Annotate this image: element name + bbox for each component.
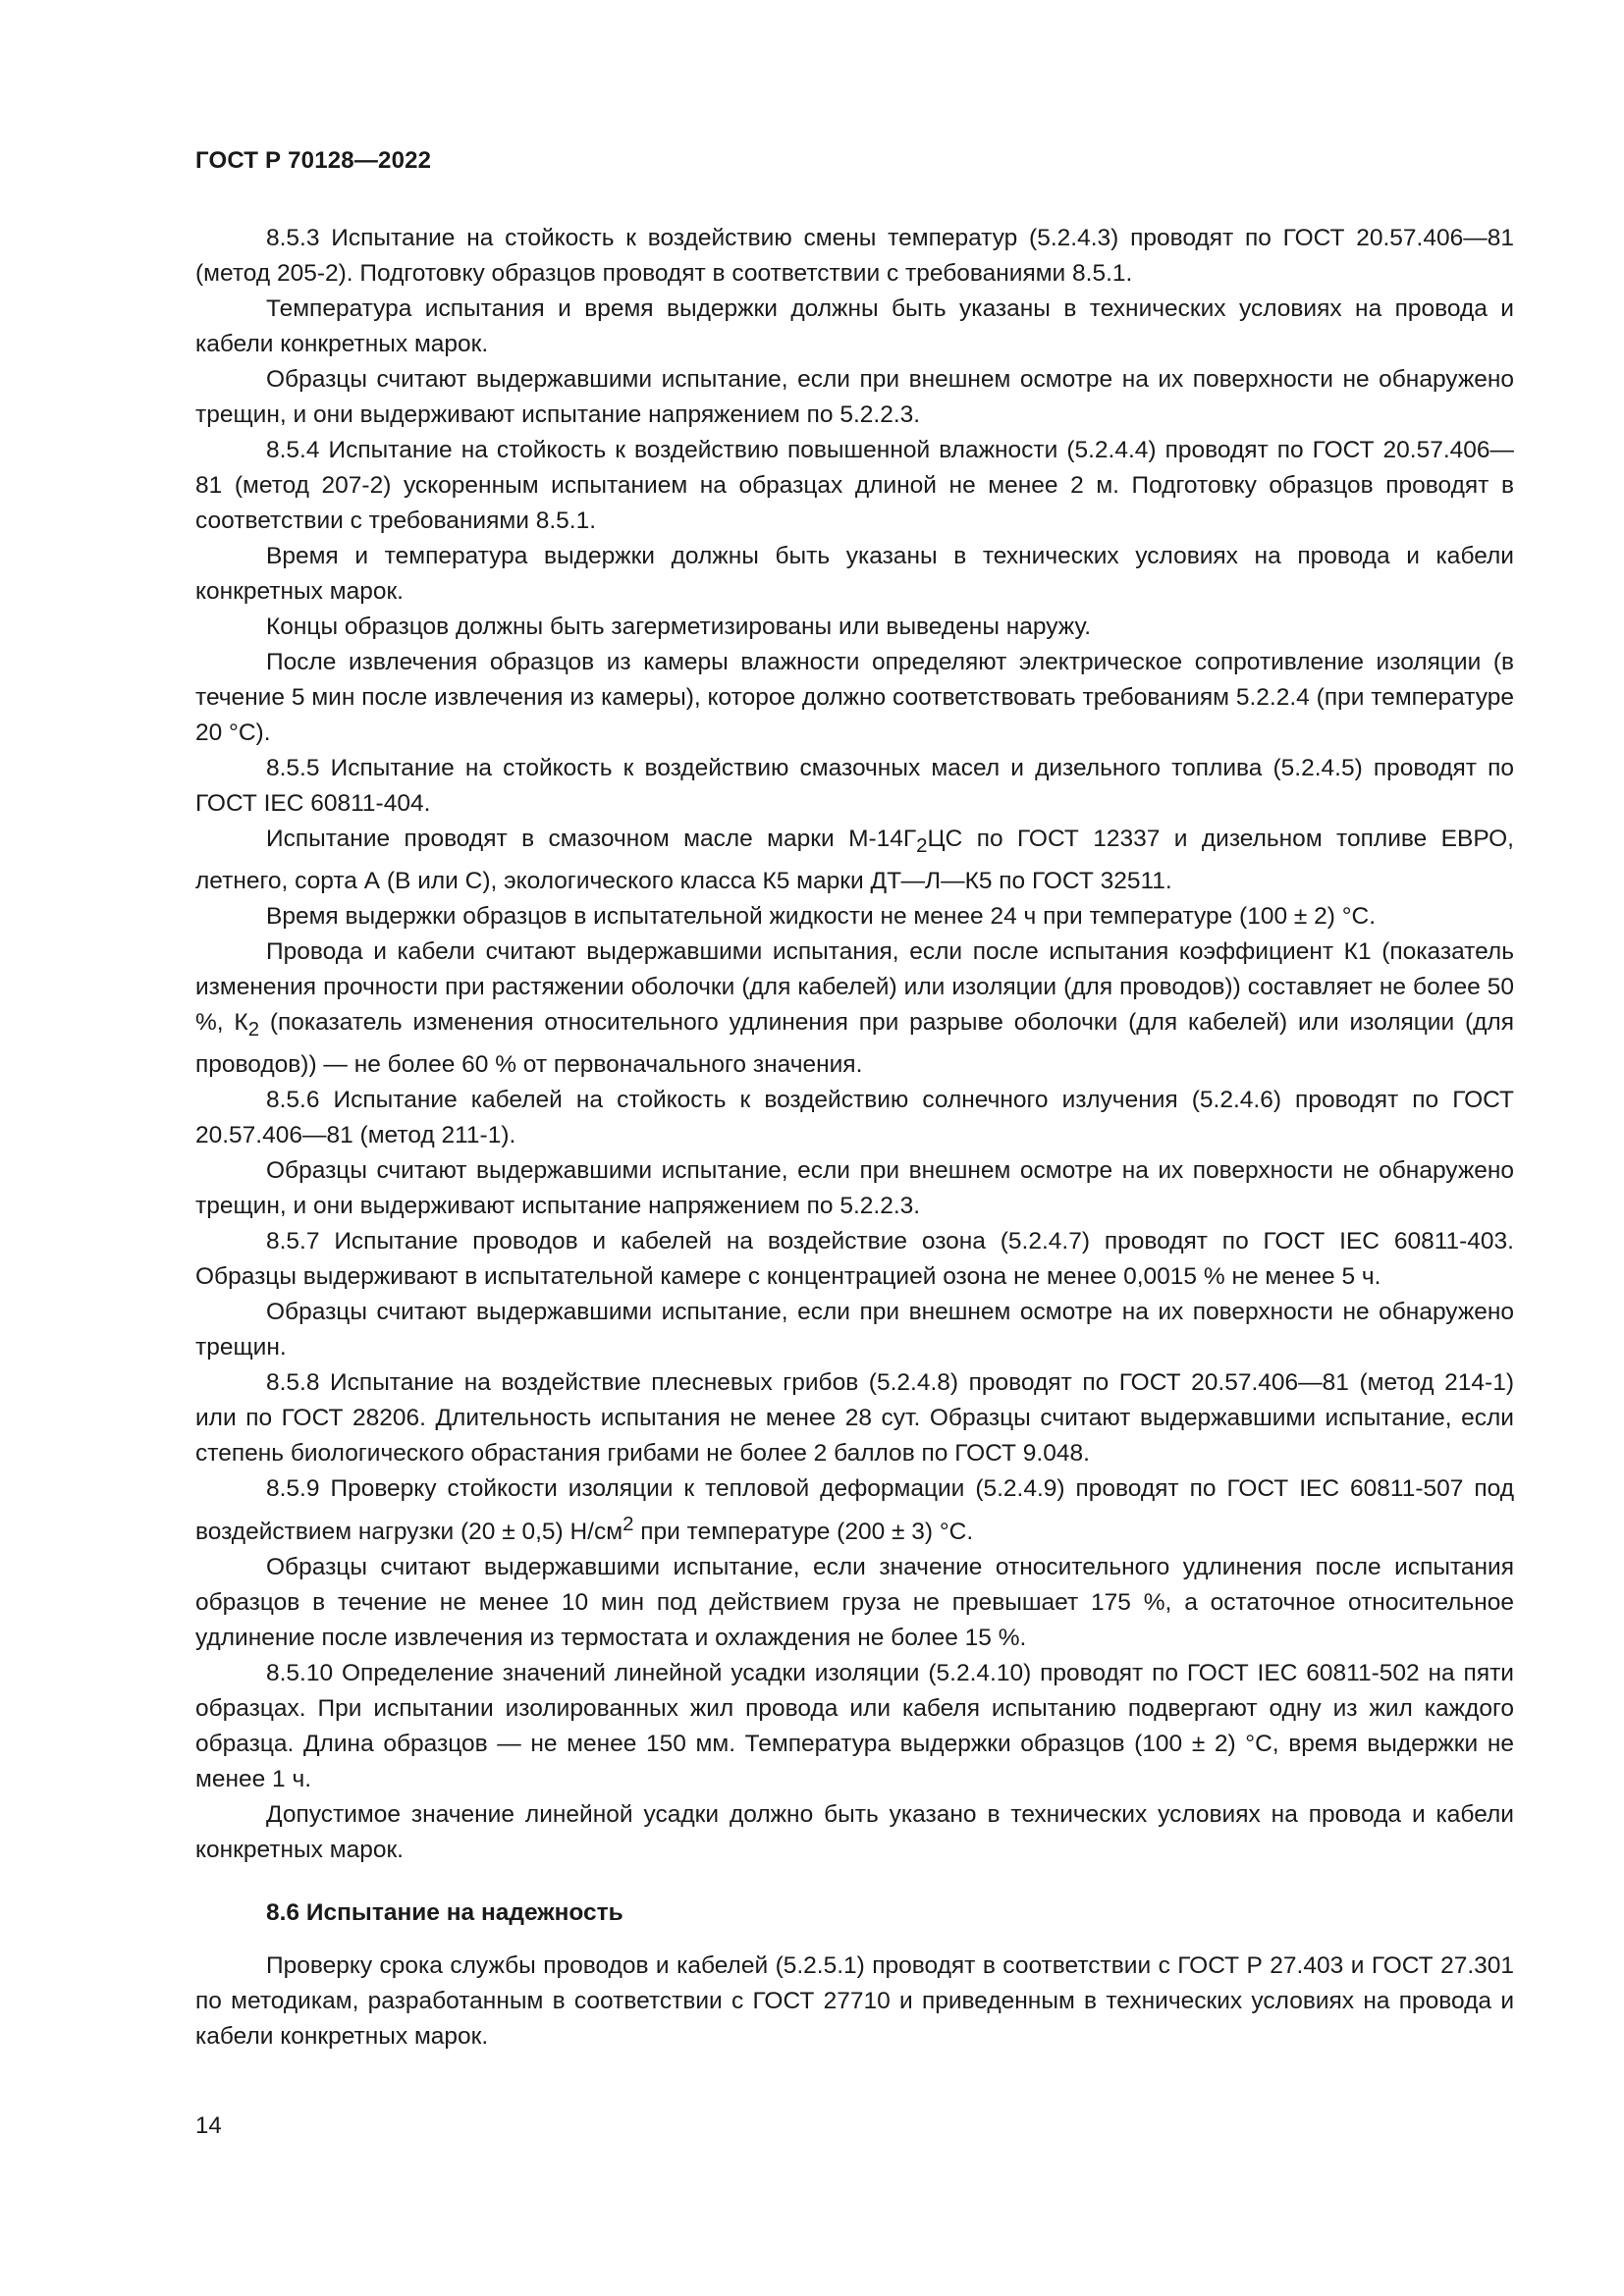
- text-span: (показатель изменения относительного удлинения при разрыве оболочки (для кабелей) или изоляции (для проводов)) — не более 60 % от первоначального значения.: [195, 1008, 1514, 1078]
- section-heading: 8.6 Испытание на надежность: [266, 1898, 623, 1926]
- paragraph: 8.5.6 Испытание кабелей на стойкость к воздействию солнечного излучения (5.2.4.6) проводят по ГОСТ 20.57.406—81 (метод 211-1).: [195, 1086, 1514, 1148]
- text-span: 8.5.9 Проверку стойкости изоляции к тепловой деформации (5.2.4.9) проводят по ГОСТ IEC 60811-507 под воздействием нагрузки (20 ± 0,5) Н/см: [195, 1474, 1514, 1545]
- paragraph: Образцы считают выдержавшими испытание, если при внешнем осмотре на их поверхности не обнаружено трещин.: [195, 1298, 1514, 1361]
- subscript: 2: [916, 834, 928, 857]
- paragraph: 8.5.10 Определение значений линейной усадки изоляции (5.2.4.10) проводят по ГОСТ IEC 60811-502 на пяти образцах. При испытании изолированных жил провода или кабеля испытанию подвергают одну из жил каждого образца. Длина образцов — не менее 150 мм. Температура выдержки образцов (100 ± 2) °С, время выдержки не менее 1 ч.: [195, 1659, 1514, 1792]
- load-paragraph: [195, 1471, 1514, 1550]
- text-span: Испытание проводят в смазочном масле марки М-14Г: [266, 826, 917, 852]
- document-header: ГОСТ Р 70128—2022: [195, 147, 432, 174]
- document-body: [195, 221, 1514, 2055]
- coefficient-paragraph: [195, 934, 1514, 1083]
- superscript: 2: [623, 1513, 634, 1535]
- text-span: при температуре (200 ± 3) °С.: [633, 1518, 974, 1545]
- subscript: 2: [247, 1018, 260, 1041]
- section-paragraph: Проверку срока службы проводов и кабелей (5.2.5.1) проводят в соответствии с ГОСТ Р 27.403 и ГОСТ 27.301 по методикам, разработанным в соответствии с ГОСТ 27710 и приведенным в технических условиях на провода и кабели конкретных марок.: [195, 1951, 1514, 2050]
- paragraph: После извлечения образцов из камеры влажности определяют электрическое сопротивление изоляции (в течение 5 мин после извлечения из камеры), которое должно соответствовать требованиям 5.2.2.4 (при температуре 20 °С).: [195, 649, 1514, 746]
- paragraph: Допустимое значение линейной усадки должно быть указано в технических условиях на провода и кабели конкретных марок.: [195, 1800, 1514, 1863]
- page-number: 14: [195, 2112, 222, 2139]
- paragraph: Время выдержки образцов в испытательной жидкости не менее 24 ч при температуре (100 ± 2) °С.: [266, 902, 1377, 930]
- paragraph: Концы образцов должны быть загерметизированы или выведены наружу.: [266, 614, 1092, 640]
- oil-paragraph: [195, 822, 1514, 899]
- paragraph: 8.5.3 Испытание на стойкость к воздействию смены температур (5.2.4.3) проводят по ГОСТ 20.57.406—81 (метод 205-2). Подготовку образцов проводят в соответствии с требованиями 8.5.1.: [195, 225, 1514, 287]
- text-span: Провода и кабели считают выдержавшими испытания, если после испытания коэффициент К1 (показатель изменения прочности при растяжении оболочки (для кабелей) или изоляции (для проводов)) составляет не более 50 %, К: [195, 937, 1514, 1036]
- text-span: ЦС по ГОСТ 12337 и дизельном топливе ЕВРО, летнего, сорта А (В или С), экологического класса К5 марки ДТ—Л—К5 по ГОСТ 32511.: [195, 826, 1514, 894]
- paragraph: Время и температура выдержки должны быть указаны в технических условиях на провода и кабели конкретных марок.: [195, 543, 1514, 605]
- paragraph: 8.5.8 Испытание на воздействие плесневых грибов (5.2.4.8) проводят по ГОСТ 20.57.406—81 (метод 214-1) или по ГОСТ 28206. Длительность испытания не менее 28 сут. Образцы считают выдержавшими испытание, если степень биологического обрастания грибами не более 2 баллов по ГОСТ 9.048.: [195, 1368, 1514, 1467]
- paragraph: Температура испытания и время выдержки должны быть указаны в технических условиях на провода и кабели конкретных марок.: [195, 295, 1514, 357]
- paragraph: Образцы считают выдержавшими испытание, если при внешнем осмотре на их поверхности не обнаружено трещин, и они выдерживают испытание напряжением по 5.2.2.3.: [195, 1156, 1514, 1219]
- paragraph: 8.5.5 Испытание на стойкость к воздействию смазочных масел и дизельного топлива (5.2.4.5) проводят по ГОСТ IEC 60811-404.: [195, 755, 1514, 817]
- paragraph: Образцы считают выдержавшими испытание, если при внешнем осмотре на их поверхности не обнаружено трещин, и они выдерживают испытание напряжением по 5.2.2.3.: [195, 366, 1514, 428]
- paragraph: 8.5.7 Испытание проводов и кабелей на воздействие озона (5.2.4.7) проводят по ГОСТ IEC 60811-403. Образцы выдерживают в испытательной камере с концентрацией озона не менее 0,0015 % не менее 5 ч.: [195, 1227, 1514, 1290]
- paragraph: Образцы считают выдержавшими испытание, если значение относительного удлинения после испытания образцов в течение не менее 10 мин под действием груза не превышает 175 %, а остаточное относительное удлинение после извлечения из термостата и охлаждения не более 15 %.: [195, 1553, 1514, 1651]
- paragraph: 8.5.4 Испытание на стойкость к воздействию повышенной влажности (5.2.4.4) проводят по ГОСТ 20.57.406—81 (метод 207-2) ускоренным испытанием на образцах длиной не менее 2 м. Подготовку образцов проводят в соответствии с требованиями 8.5.1.: [195, 437, 1514, 534]
